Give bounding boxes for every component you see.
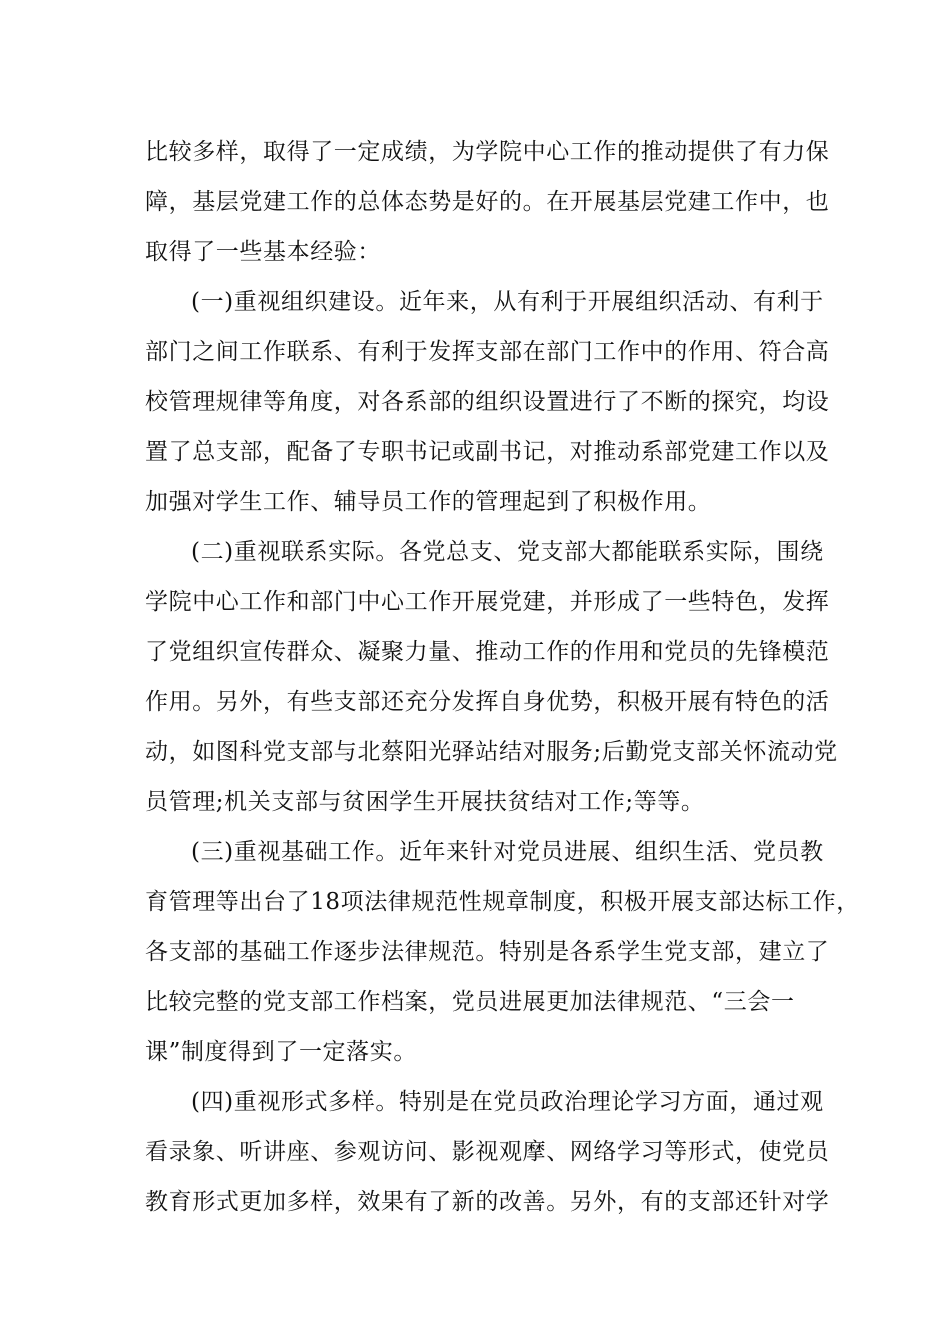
body-text bbox=[145, 127, 860, 1227]
text-line: 育管理等出台了18项法律规范性规章制度，积极开展支部达标工作， bbox=[145, 889, 860, 915]
text-line: 学院中心工作和部门中心工作开展党建，并形成了一些特色，发挥 bbox=[145, 589, 830, 615]
text-line: 了党组织宣传群众、凝聚力量、推动工作的作用和党员的先锋模范 bbox=[145, 639, 830, 665]
text-line: 取得了一些基本经验： bbox=[145, 239, 381, 265]
text-line: 部门之间工作联系、有利于发挥支部在部门工作中的作用、符合高 bbox=[145, 339, 830, 365]
section-heading-2: (二)重视联系实际。各党总支、党支部大都能联系实际，围绕 bbox=[191, 539, 824, 565]
text-line: 置了总支部，配备了专职书记或副书记，对推动系部党建工作以及 bbox=[145, 439, 830, 465]
text-line: 作用。另外，有些支部还充分发挥自身优势，积极开展有特色的活 bbox=[145, 689, 830, 715]
section-heading-1: (一)重视组织建设。近年来，从有利于开展组织活动、有利于 bbox=[191, 289, 824, 315]
section-heading-3: (三)重视基础工作。近年来针对党员进展、组织生活、党员教 bbox=[191, 839, 824, 865]
text-line: 员管理;机关支部与贫困学生开展扶贫结对工作;等等。 bbox=[145, 789, 705, 815]
text-line: 课”制度得到了一定落实。 bbox=[145, 1039, 417, 1065]
text-line: 动，如图科党支部与北蔡阳光驿站结对服务;后勤党支部关怀流动党 bbox=[145, 739, 838, 765]
text-line: 加强对学生工作、辅导员工作的管理起到了积极作用。 bbox=[145, 489, 712, 515]
text-line: 校管理规律等角度，对各系部的组织设置进行了不断的探究，均设 bbox=[145, 389, 830, 415]
text-line: 各支部的基础工作逐步法律规范。特别是各系学生党支部，建立了 bbox=[145, 939, 830, 965]
text-line: 教育形式更加多样，效果有了新的改善。另外，有的支部还针对学 bbox=[145, 1189, 830, 1215]
text-line: 看录象、听讲座、参观访问、影视观摩、网络学习等形式，使党员 bbox=[145, 1139, 830, 1165]
text-line: 比较多样，取得了一定成绩，为学院中心工作的推动提供了有力保 bbox=[145, 139, 830, 165]
section-heading-4: (四)重视形式多样。特别是在党员政治理论学习方面，通过观 bbox=[191, 1089, 824, 1115]
text-line: 比较完整的党支部工作档案，党员进展更加法律规范、“三会一 bbox=[145, 989, 795, 1015]
text-line: 障，基层党建工作的总体态势是好的。在开展基层党建工作中，也 bbox=[145, 189, 830, 215]
